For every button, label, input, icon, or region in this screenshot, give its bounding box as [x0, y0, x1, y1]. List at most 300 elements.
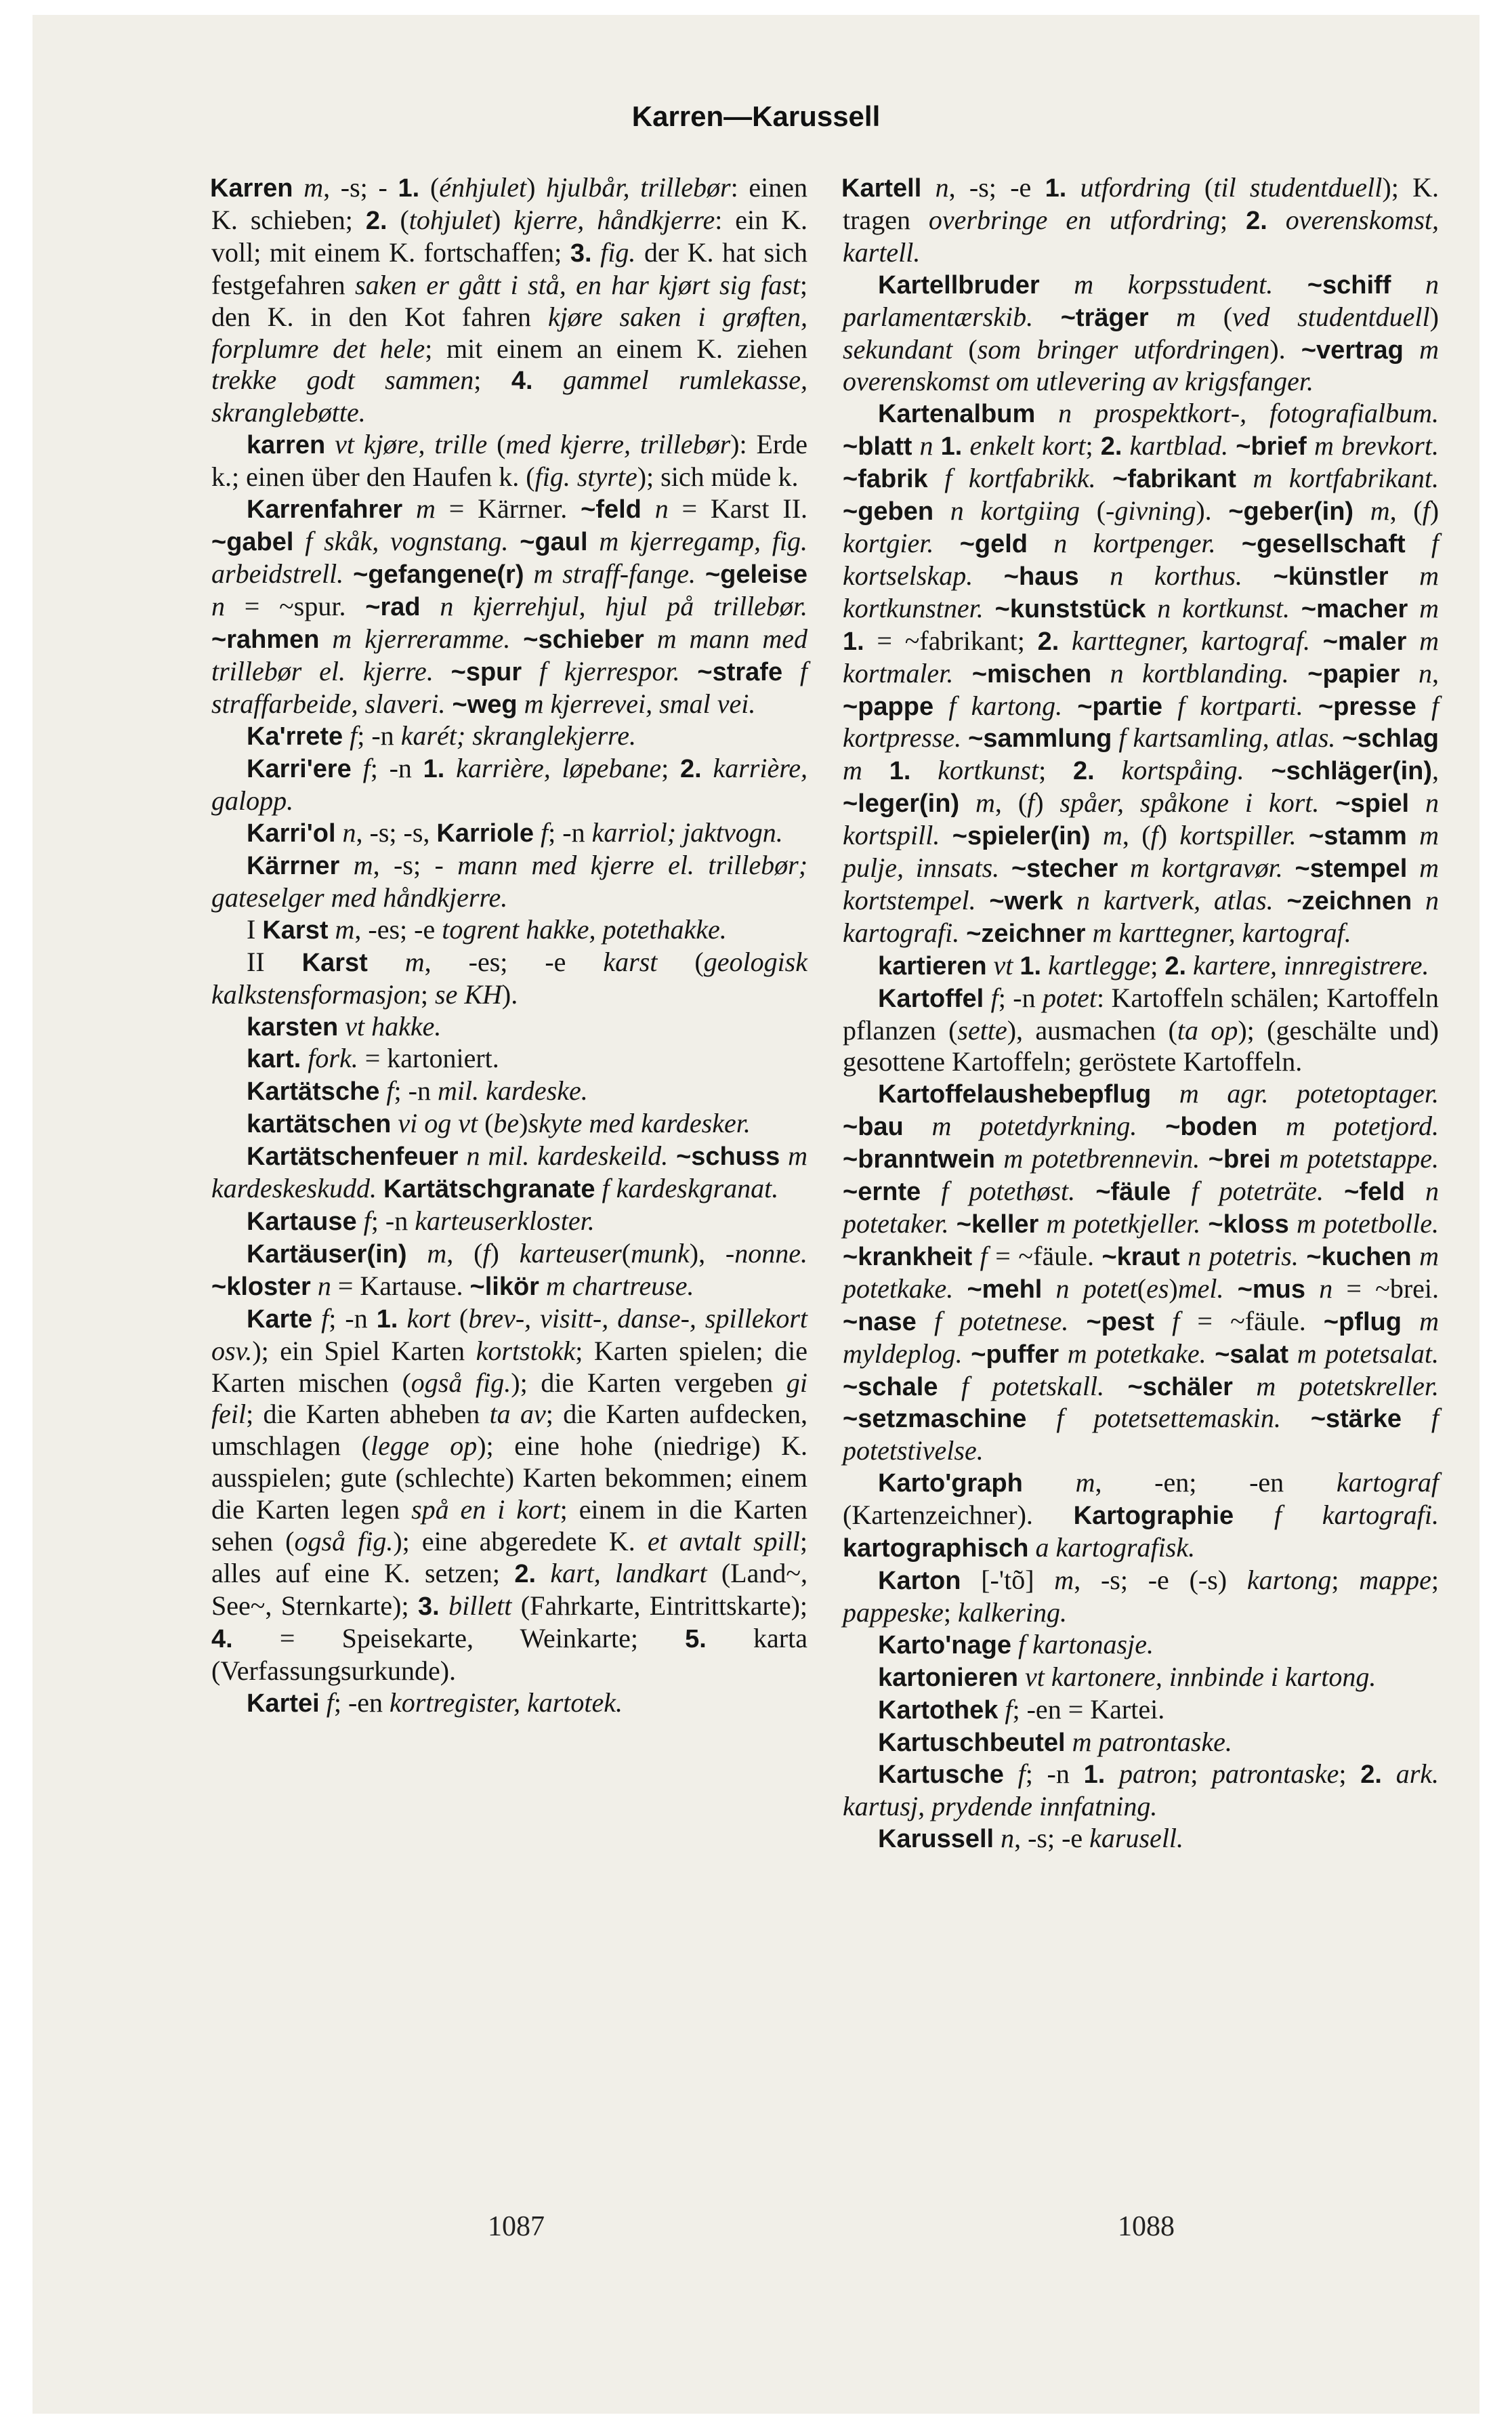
entry-text: , -s; -e: [948, 172, 1045, 203]
translation-text: saken er gått i stå, en har kjørt sig fast: [355, 269, 800, 300]
translation-text: m kortfabrikant.: [1253, 463, 1439, 494]
entry-text: [1026, 1403, 1056, 1433]
translation-text: f kjerrespor.: [539, 655, 680, 686]
dictionary-entry: [843, 1629, 1439, 1662]
translation-text: skyte med kardesker.: [528, 1108, 751, 1139]
entry-text: [1186, 950, 1193, 981]
dictionary-entry: [843, 172, 1439, 269]
entry-text: , (: [1122, 820, 1151, 851]
headword: ~keller: [956, 1210, 1039, 1239]
translation-text: karrière, løpebane: [456, 753, 662, 784]
entry-text: [984, 593, 995, 623]
headword: Kartellbruder: [878, 270, 1040, 300]
translation-text: kjerre, håndkjerre: [513, 204, 715, 235]
translation-text: m: [427, 1237, 447, 1268]
entry-text: [1062, 690, 1077, 721]
translation-text: kortkunst: [938, 755, 1039, 786]
translation-text: enkelt kort: [969, 430, 1086, 461]
entry-text: [1233, 1371, 1256, 1401]
translation-text: kartlegge: [1048, 949, 1151, 981]
headword: ~salat: [1215, 1340, 1289, 1369]
translation-text: -givning: [1106, 495, 1196, 527]
translation-text: m potetkjeller.: [1046, 1208, 1201, 1239]
headword: ~kuchen: [1306, 1242, 1412, 1271]
translation-text: n korthus.: [1110, 560, 1242, 591]
entry-text: [1096, 463, 1113, 493]
headword: ~fabrikant: [1112, 465, 1236, 494]
translation-text: f skåk, vognstang.: [305, 525, 509, 556]
entry-text: [1162, 690, 1177, 721]
translation-text: overenskomst, kartell.: [843, 204, 1439, 268]
entry-text: [962, 430, 969, 461]
entry-text: ;: [1038, 755, 1074, 786]
translation-text: n potetris.: [1188, 1240, 1299, 1271]
headword: 2.: [365, 206, 387, 235]
dictionary-entry: [211, 493, 807, 720]
translation-text: -nonne.: [725, 1237, 807, 1268]
entry-text: ).: [1269, 333, 1301, 365]
translation-text: karteuserkloster.: [415, 1205, 595, 1236]
translation-text: f kardeskgranat.: [602, 1173, 779, 1204]
entry-text: [421, 591, 440, 621]
entry-text: [320, 1687, 327, 1718]
translation-text: m: [843, 755, 862, 786]
entry-text: ): [490, 1237, 520, 1268]
translation-text: m potetkake.: [843, 1240, 1440, 1304]
headword: kartätschen: [247, 1110, 392, 1139]
entry-text: ; -n: [998, 982, 1043, 1013]
dictionary-entry: [211, 817, 807, 850]
headword: Karto'graph: [878, 1469, 1023, 1498]
entry-text: [938, 1371, 961, 1401]
entry-text: , (: [1389, 495, 1423, 527]
translation-text: f: [980, 1240, 988, 1271]
headword: ~pflug: [1323, 1307, 1402, 1336]
translation-text: trekke godt sammen: [211, 365, 474, 396]
translation-text: f: [541, 817, 549, 848]
translation-text: m: [1370, 495, 1390, 527]
entry-text: [963, 1338, 971, 1369]
entry-text: ; -n: [370, 753, 423, 784]
entry-text: [1104, 1371, 1127, 1401]
entry-text: [1066, 1727, 1072, 1757]
dictionary-entry: [211, 1238, 807, 1303]
entry-text: [1412, 1241, 1420, 1271]
headword: 1.: [1045, 174, 1067, 203]
translation-text: mil. kardeske.: [437, 1075, 588, 1107]
entry-text: ;: [661, 753, 680, 784]
translation-text: kortspiller.: [1179, 820, 1297, 851]
entry-text: : einen K. schieben;: [211, 172, 807, 235]
headword: Kärrner: [247, 852, 340, 881]
entry-text: [995, 1143, 1004, 1174]
translation-text: n: [211, 590, 225, 621]
entry-text: [293, 172, 304, 203]
translation-text: f: [990, 982, 999, 1013]
entry-text: [1200, 1208, 1208, 1239]
entry-text: (: [387, 204, 409, 235]
headword: ~kunststück: [994, 594, 1146, 623]
headword: Kartoffel: [878, 984, 984, 1013]
headword: ~feld: [581, 495, 642, 524]
headword: ~geld: [959, 529, 1028, 558]
entry-text: ): [1158, 820, 1180, 851]
headword: Karst: [262, 915, 329, 945]
entry-text: karta (Verfassungsurkunde).: [211, 1622, 807, 1686]
entry-text: [1216, 528, 1242, 558]
headword: ~schläger(in): [1271, 757, 1433, 786]
right-page-number: 1088: [1118, 2211, 1175, 2242]
entry-text: [1118, 852, 1130, 883]
headword: 3.: [570, 239, 592, 268]
translation-text: m mann med trillebør el. kjerre.: [211, 623, 807, 686]
translation-text: brev-, visitt-, danse-, spillekort osv.: [211, 1302, 807, 1366]
headword: kartographisch: [843, 1534, 1029, 1563]
entry-text: [1223, 1273, 1237, 1304]
translation-text: f potetskall.: [961, 1370, 1105, 1401]
headword: ~geben: [843, 497, 934, 527]
entry-text: [1086, 917, 1093, 948]
translation-text: m: [416, 493, 436, 524]
translation-text: n kartverk, atlas.: [1076, 884, 1274, 915]
entry-text: [407, 1238, 427, 1268]
translation-text: n kortpenger.: [1053, 527, 1216, 558]
entry-text: ,: [1432, 657, 1440, 688]
entry-text: [1028, 528, 1053, 558]
headword: ~schlag: [1342, 724, 1439, 754]
entry-text: [1137, 1111, 1165, 1141]
entry-text: = kartoniert.: [358, 1043, 499, 1074]
entry-text: [1242, 560, 1274, 591]
headword: ~vertrag: [1301, 335, 1404, 365]
entry-text: [1408, 593, 1419, 623]
headword: ~geleise: [705, 560, 807, 589]
entry-text: ; -n: [1025, 1758, 1084, 1790]
headword: ~kloss: [1208, 1210, 1289, 1239]
entry-text: [1405, 1176, 1425, 1206]
translation-text: gammel rumlekasse, skranglebøtte.: [211, 365, 807, 428]
entry-text: ); eine abgeredete K.: [393, 1526, 648, 1557]
headword: ~schuss: [676, 1142, 780, 1172]
entry-text: [1011, 1629, 1018, 1659]
translation-text: m: [1054, 1564, 1074, 1595]
translation-text: f kortselskap.: [843, 527, 1440, 591]
headword: ~stärke: [1310, 1405, 1402, 1434]
entry-text: [1283, 852, 1295, 883]
translation-text: f: [1017, 1758, 1026, 1790]
dictionary-entry: [843, 1758, 1439, 1823]
translation-text: f: [482, 1237, 490, 1268]
translation-text: hjulbår, trillebør: [546, 172, 731, 203]
translation-text: m: [975, 787, 995, 819]
entry-text: [921, 1176, 941, 1206]
translation-text: n kortgiing: [950, 495, 1080, 527]
entry-text: [1038, 1208, 1046, 1239]
entry-text: [1391, 269, 1425, 300]
dictionary-entry: [211, 720, 807, 753]
entry-text: [339, 850, 353, 880]
entry-text: [379, 1075, 386, 1106]
headword: ~schieber: [523, 625, 644, 654]
headword: Kartäuser(in): [247, 1239, 407, 1268]
entry-text: [357, 1205, 364, 1236]
translation-text: f kartong.: [948, 690, 1063, 721]
headword: Kartätschenfeuer: [247, 1142, 459, 1172]
headword: Karrenfahrer: [247, 495, 403, 524]
entry-text: , -s; -: [373, 850, 458, 881]
dictionary-entry: [843, 1662, 1439, 1694]
translation-text: karteuser: [519, 1237, 622, 1268]
translation-text: m pulje, innsats.: [843, 820, 1440, 884]
translation-text: m kardeskeskudd.: [211, 1140, 807, 1204]
headword: ~schale: [843, 1372, 938, 1401]
translation-text: f: [326, 1687, 334, 1718]
headword: ~mehl: [967, 1275, 1043, 1304]
translation-text: m: [1102, 820, 1122, 851]
translation-text: karriol; jaktvogn.: [591, 817, 783, 848]
entry-text: [1059, 625, 1072, 656]
headword: ~strafe: [697, 657, 783, 686]
headword: ~kraut: [1101, 1242, 1180, 1271]
dictionary-entry: [843, 398, 1439, 949]
entry-text: [933, 528, 959, 558]
entry-text: [312, 1303, 321, 1334]
headword: 2.: [1164, 951, 1187, 981]
entry-text: [592, 237, 601, 268]
translation-text: f: [1150, 820, 1158, 851]
translation-text: karst: [603, 946, 658, 977]
translation-text: karusell.: [1089, 1823, 1184, 1854]
dictionary-entry: [211, 1303, 807, 1687]
entry-text: [1180, 1241, 1188, 1271]
headword: 2.: [1360, 1760, 1382, 1790]
dictionary-entry: [211, 1075, 807, 1108]
headword: ~feld: [1344, 1178, 1405, 1207]
headword: 1.: [889, 757, 911, 786]
translation-text: karrière, galopp.: [211, 753, 808, 817]
entry-text: [953, 1273, 967, 1304]
translation-text: kartograf: [1336, 1467, 1440, 1498]
translation-text: f potetstivelse.: [843, 1403, 1439, 1466]
translation-text: kortgier.: [843, 527, 934, 558]
entry-text: [1041, 950, 1048, 981]
translation-text: n kjerrehjul, hjul på trillebør.: [440, 590, 807, 621]
translation-text: m potetstappe.: [1279, 1143, 1440, 1174]
dictionary-entry: [211, 1011, 807, 1044]
translation-text: m agr. potetoptager.: [1179, 1078, 1440, 1109]
headword: karsten: [247, 1012, 339, 1041]
entry-text: ; einem in die Karten sehen (: [211, 1494, 807, 1557]
entry-text: [1004, 1758, 1018, 1789]
dictionary-entry: [211, 1687, 807, 1720]
entry-text: [959, 787, 975, 818]
translation-text: fork.: [308, 1043, 358, 1074]
headword: Kartothek: [878, 1695, 999, 1725]
entry-text: [949, 1208, 957, 1239]
entry-text: [1409, 787, 1425, 818]
headword: karren: [247, 431, 326, 460]
entry-text: (: [1137, 1273, 1147, 1304]
translation-text: overbringe en utfordring: [928, 204, 1221, 235]
translation-text: f straffarbeide, slaveri.: [211, 655, 808, 719]
translation-text: n kartografi.: [843, 884, 1440, 948]
entry-text: ; -n: [371, 1205, 415, 1236]
entry-text: [973, 560, 1004, 591]
entry-text: ;: [1339, 1758, 1361, 1790]
entry-text: [1066, 172, 1080, 203]
headword: ~kloster: [211, 1272, 311, 1301]
headword: 2.: [1073, 757, 1095, 786]
translation-text: f kartografi.: [1274, 1500, 1439, 1531]
entry-text: , (: [446, 1237, 483, 1268]
entry-text: [1079, 560, 1110, 591]
headword: ~haus: [1003, 562, 1079, 591]
headword: 1.: [398, 174, 420, 203]
entry-text: ); K. tragen: [843, 172, 1440, 235]
entry-text: [1244, 755, 1272, 785]
translation-text: m potetbolle.: [1296, 1208, 1439, 1239]
entry-text: ): [1429, 301, 1439, 332]
translation-text: kalkering.: [957, 1596, 1068, 1628]
entry-text: [1297, 820, 1309, 850]
entry-text: = ~fäule.: [1179, 1305, 1324, 1336]
entry-text: [998, 1694, 1005, 1725]
entry-text: ;: [1150, 949, 1165, 981]
headword: Kartell: [841, 174, 922, 203]
entry-text: [910, 755, 938, 785]
entry-text: [1402, 1306, 1419, 1336]
entry-text: [862, 755, 889, 785]
entry-text: ; -n: [357, 720, 401, 751]
translation-text: m korpsstudent.: [1074, 268, 1274, 300]
headword: 2.: [1100, 432, 1122, 461]
entry-text: [1290, 593, 1301, 623]
entry-text: [319, 623, 332, 654]
entry-text: [1303, 690, 1318, 721]
entry-text: [1335, 722, 1342, 753]
entry-text: = ~brei.: [1332, 1273, 1440, 1304]
translation-text: m kortmaler.: [843, 625, 1440, 688]
entry-text: [1273, 269, 1307, 300]
entry-text: [440, 1590, 448, 1621]
entry-text: (: [487, 429, 506, 460]
entry-text: [459, 1140, 467, 1171]
entry-text: ); ein Spiel Karten: [252, 1335, 476, 1366]
translation-text: karttegner, kartograf.: [1072, 625, 1311, 656]
headword: kartonieren: [878, 1663, 1018, 1692]
dictionary-entry: [843, 1078, 1439, 1467]
translation-text: f: [386, 1075, 394, 1107]
headword: ~boden: [1165, 1113, 1258, 1142]
entry-text: [961, 722, 968, 753]
headword: kartieren: [878, 951, 987, 981]
headword: Karren: [210, 174, 293, 203]
entry-text: [588, 526, 600, 556]
translation-text: n kortspill.: [843, 787, 1440, 851]
entry-text: [1149, 302, 1177, 332]
entry-text: [1013, 950, 1020, 981]
headword: Kartätsche: [247, 1077, 380, 1107]
entry-text: [1105, 1758, 1119, 1789]
entry-text: [1040, 269, 1074, 300]
headword: ~brief: [1236, 432, 1307, 461]
translation-text: n prospektkort-, fotografialbum.: [1058, 398, 1439, 429]
entry-text: [391, 1108, 398, 1138]
headword: ~spieler(in): [952, 822, 1091, 851]
headword: ~gesellschaft: [1241, 529, 1406, 558]
entry-text: [1412, 885, 1425, 915]
entry-text: [1200, 1143, 1209, 1174]
entry-text: II: [247, 946, 302, 977]
entry-text: [987, 950, 994, 981]
translation-text: togrent hakke, potethakke.: [442, 913, 727, 945]
translation-text: fig.: [600, 236, 636, 268]
headword: 1.: [423, 755, 445, 784]
translation-text: be: [493, 1108, 520, 1139]
entry-text: ); sich müde k.: [637, 461, 799, 493]
translation-text: m potetskreller.: [1256, 1370, 1439, 1401]
entry-text: [1171, 1176, 1191, 1206]
entry-text: (Land~, See~, Sternkarte);: [211, 1557, 808, 1621]
headword: ~schäler: [1127, 1372, 1233, 1401]
translation-text: a kartografisk.: [1035, 1532, 1196, 1563]
translation-text: karét; skranglekjerre.: [400, 720, 636, 751]
entry-text: , -s; -: [323, 172, 398, 203]
headword: ~nase: [843, 1307, 917, 1336]
entry-text: [1305, 1273, 1319, 1304]
entry-text: [1274, 885, 1287, 915]
dictionary-entry: [843, 1565, 1439, 1629]
entry-text: [1307, 430, 1314, 461]
dictionary-entry: [211, 1205, 807, 1238]
translation-text: n: [1001, 1823, 1015, 1854]
entry-text: [1257, 1111, 1286, 1141]
headword: ~leger(in): [843, 789, 960, 819]
translation-text: f: [362, 753, 371, 784]
headword: Karussell: [878, 1825, 994, 1854]
entry-text: : Kartoffeln schälen; Kartoffeln pflanzen (: [843, 982, 1440, 1046]
translation-text: vi og vt: [398, 1108, 478, 1139]
translation-text: kartblad.: [1129, 430, 1229, 461]
entry-text: der K. hat sich festgefahren: [211, 236, 808, 300]
entry-text: [510, 623, 523, 654]
translation-text: også fig.: [294, 1526, 394, 1557]
translation-text: m kjerreramme.: [332, 623, 511, 654]
dictionary-entry: [843, 950, 1439, 983]
headword: ~gaul: [520, 527, 588, 556]
headword: 1.: [1020, 951, 1042, 981]
entry-text: = Kartause.: [331, 1270, 470, 1301]
headword: 2.: [1037, 627, 1059, 656]
entry-text: ; alles auf eine K. setzen;: [211, 1526, 807, 1588]
entry-text: [402, 493, 416, 524]
entry-text: ): [1429, 495, 1440, 527]
translation-text: m karttegner, kartograf.: [1092, 917, 1351, 948]
headword: ~pappe: [843, 692, 934, 721]
entry-text: [1271, 1143, 1280, 1174]
dictionary-entry: [211, 1108, 807, 1140]
entry-text: [1236, 463, 1253, 493]
entry-text: = Kärrner.: [435, 493, 581, 524]
translation-text: m myldeplog.: [843, 1305, 1440, 1369]
entry-text: (: [419, 172, 440, 203]
headword: ~branntwein: [843, 1145, 995, 1174]
headword: ~stempel: [1295, 854, 1408, 884]
headword: Kartuschbeutel: [878, 1728, 1066, 1757]
headword: ~träger: [1060, 303, 1149, 332]
entry-text: [972, 1241, 980, 1271]
translation-text: tohjulet: [408, 204, 492, 235]
